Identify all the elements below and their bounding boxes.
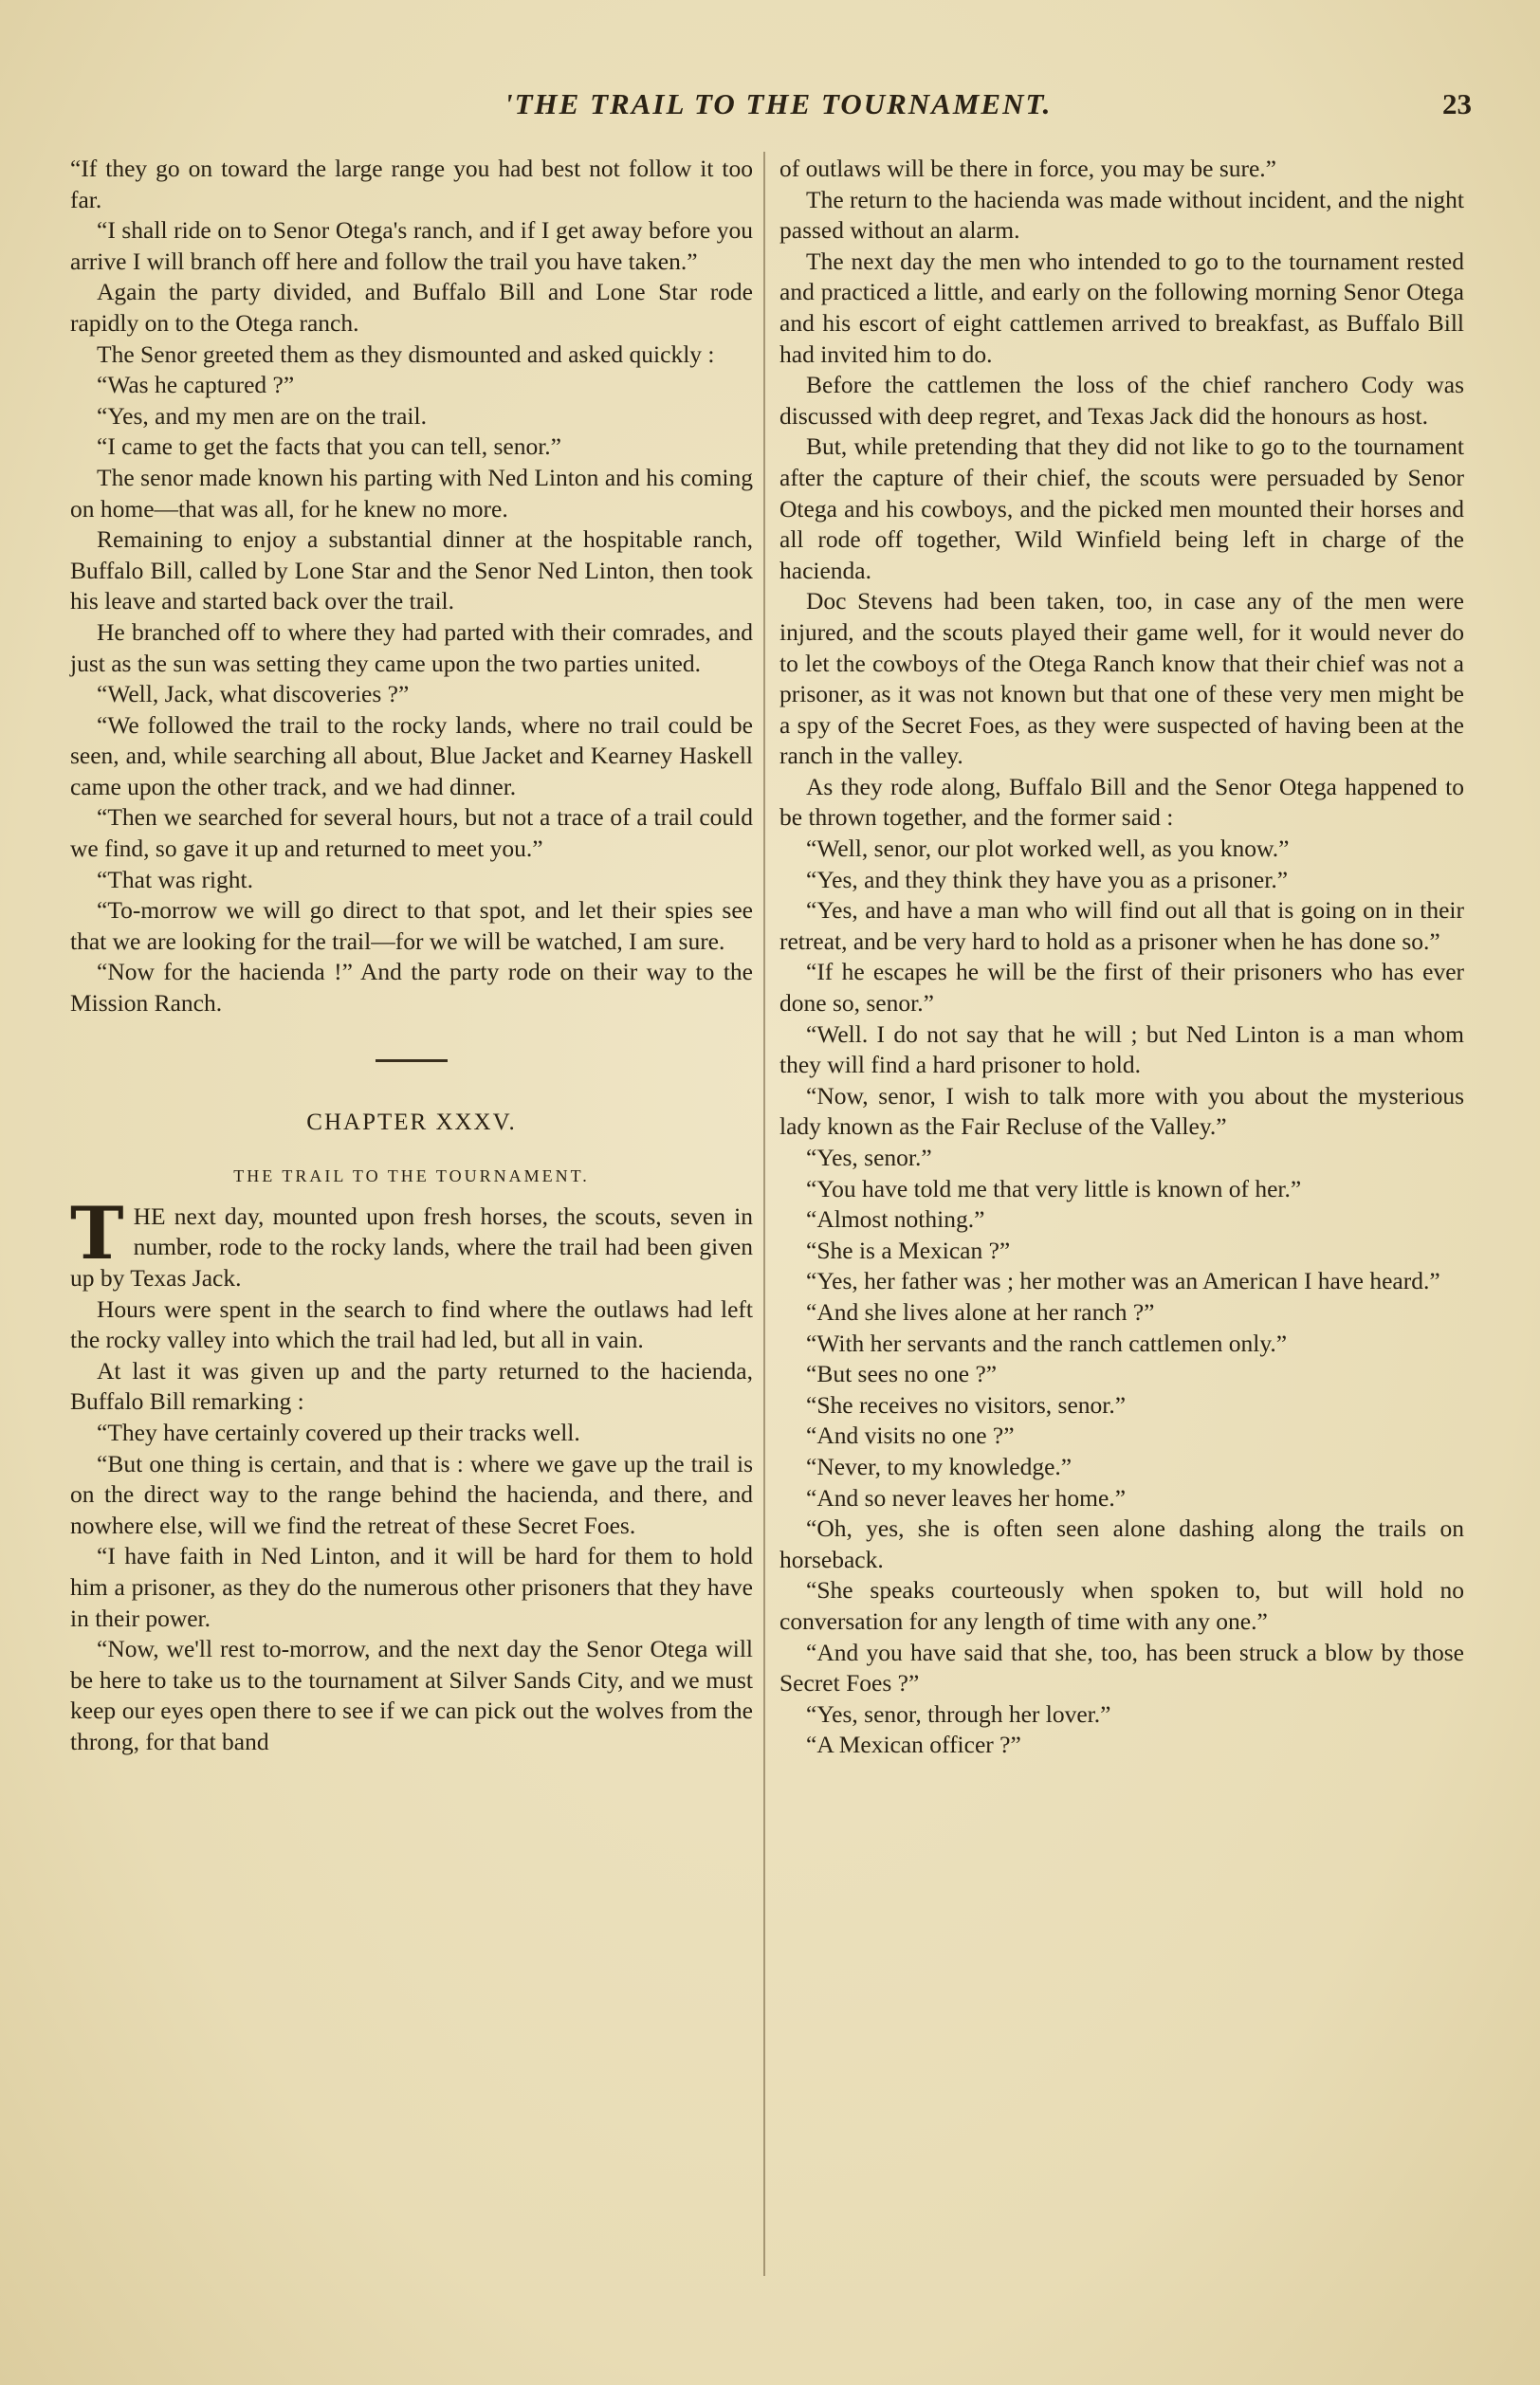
paragraph: Doc Stevens had been taken, too, in case any of the men were injured, and the scouts played their game well, for it would never do to let the cowboys of the Otega Ranch know that their chief was not a prisoner, as it was not known but that one of these very men might be a spy of the Secret Foes, as they were suspected of having been at the ranch in the valley. [779, 587, 1464, 770]
paragraph: “Yes, and have a man who will find out all that is going on in their retreat, and be very hard to hold as a prisoner when he has done so.” [779, 896, 1464, 955]
paragraph: “She speaks courteously when spoken to, but will hold no conversation for any length of time with any one.” [779, 1576, 1464, 1635]
paragraph: “And visits no one ?” [806, 1422, 1015, 1450]
paragraph: Before the cattlemen the loss of the chief ranchero Cody was discussed with deep regret, and Texas Jack did the honours as host. [779, 371, 1464, 430]
paragraph: The senor made known his parting with Ned Linton and his coming on home—that was all, for he knew no more. [70, 463, 753, 523]
paragraph: “But one thing is certain, and that is : where we gave up the trail is on the direct way to the range behind the hacienda, and there, and nowhere else, will we find the retreat of these Secret Foes. [70, 1449, 753, 1539]
paragraph: “And so never leaves her home.” [806, 1483, 1127, 1512]
chapter-first-paragraph [70, 1190, 753, 1294]
paragraph: “That was right. [97, 865, 253, 893]
paragraph: “Never, to my knowledge.” [806, 1452, 1072, 1480]
paragraph: He branched off to where they had parted with their comrades, and just as the sun was setting they came upon the two parties united. [70, 617, 753, 677]
paragraph: “And you have said that she, too, has been struck a blow by those Secret Foes ?” [779, 1638, 1464, 1697]
chapter-heading: CHAPTER XXXV. [306, 1109, 517, 1135]
paragraph: “A Mexican officer ?” [806, 1731, 1021, 1759]
paragraph: “She is a Mexican ?” [806, 1236, 1011, 1264]
paragraph: “Now for the hacienda !” And the party rode on their way to the Mission Ranch. [70, 958, 753, 1018]
paragraph: “If he escapes he will be the first of their prisoners who has ever done so, senor.” [779, 958, 1464, 1018]
paragraph: “And she lives alone at her ranch ?” [806, 1297, 1155, 1326]
paragraph: “Now, senor, I wish to talk more with you about the mysterious lady known as the Fair Recluse of the Valley.” [779, 1081, 1464, 1141]
left-column [70, 154, 753, 1758]
running-title: 'THE TRAIL TO THE TOURNAMENT. [504, 87, 1053, 120]
paragraph: “But sees no one ?” [806, 1360, 998, 1388]
paragraph: But, while pretending that they did not like to go to the tournament after the capture of their chief, the scouts were persuaded by Senor Otega and his cowboys, and the picked men mounted their horses and all rode off together, Wild Winfield being left in charge of the hacienda. [779, 432, 1464, 584]
paragraph: Again the party divided, and Buffalo Bill and Lone Star rode rapidly on to the Otega ranch. [70, 278, 753, 337]
paragraph: “Oh, yes, she is often seen alone dashing along the trails on horseback. [779, 1514, 1464, 1573]
section-rule [376, 1059, 448, 1062]
right-column [779, 154, 1464, 1761]
paragraph: “Now, we'll rest to-morrow, and the next day the Senor Otega will be here to take us to the tournament at Silver Sands City, and we must keep our eyes open there to see if we can pick out the wolves from the throng, for that band [70, 1635, 753, 1755]
paragraph: “Yes, and they think they have you as a prisoner.” [806, 865, 1289, 893]
paragraph: Remaining to enjoy a substantial dinner at the hospitable ranch, Buffalo Bill, called by Lone Star and the Senor Ned Linton, then took his leave and started back over the trail. [70, 525, 753, 615]
page-number: 23 [1442, 87, 1472, 120]
paragraph: “Almost nothing.” [806, 1205, 985, 1234]
paragraph: The next day the men who intended to go to the tournament rested and practiced a little, and early on the following morning Senor Otega and his escort of eight cattlemen arrived to breakfast, as Buffalo Bill had invited him to do. [779, 247, 1464, 368]
first-paragraph-text: HE next day, mounted upon fresh horses, the scouts, seven in number, rode to the rocky lands, where the trail had been given up by Texas Jack. [70, 1202, 753, 1292]
paragraph: “With her servants and the ranch cattlemen only.” [806, 1329, 1288, 1357]
right-paragraphs [779, 154, 1464, 1761]
paragraph: The return to the hacienda was made without incident, and the night passed without an alarm. [779, 185, 1464, 245]
paragraph: “Yes, and my men are on the trail. [97, 401, 427, 430]
drop-cap: T [70, 1190, 124, 1275]
paragraph: “Yes, senor.” [806, 1144, 932, 1171]
paragraph: “Yes, senor, through her lover.” [806, 1699, 1111, 1728]
paragraph: of outlaws will be there in force, you may be sure.” [779, 155, 1276, 182]
paragraph: “Well, Jack, what discoveries ?” [97, 680, 410, 708]
running-header [68, 87, 1472, 125]
paragraph: “I came to get the facts that you can tell, senor.” [97, 432, 561, 461]
chapter-subtitle: THE TRAIL TO THE TOURNAMENT. [233, 1166, 590, 1186]
paragraph: “Yes, her father was ; her mother was an American I have heard.” [806, 1267, 1440, 1295]
paragraph: “Then we searched for several hours, but not a trace of a trail could we find, so gave it up and returned to meet you.” [70, 803, 753, 863]
paragraph: “If they go on toward the large range you had best not follow it too far. [70, 155, 753, 213]
paragraph: “She receives no visitors, senor.” [806, 1390, 1127, 1419]
left-paragraphs-before-chapter [70, 154, 753, 1019]
paragraph: “We followed the trail to the rocky lands, where no trail could be seen, and, while searching all about, Blue Jacket and Kearney Haskell came upon the other track, and we had dinner. [70, 710, 753, 800]
column-divider [763, 152, 765, 2276]
paragraph: The Senor greeted them as they dismounted and asked quickly : [97, 339, 715, 368]
paragraph: “They have certainly covered up their tracks well. [97, 1418, 580, 1446]
paragraph: Hours were spent in the search to find where the outlaws had left the rocky valley into which the trail had led, but all in vain. [70, 1294, 753, 1354]
paragraph: As they rode along, Buffalo Bill and the Senor Otega happened to be thrown together, and the former said : [779, 772, 1464, 832]
paragraph: “I shall ride on to Senor Otega's ranch, and if I get away before you arrive I will branch off here and follow the trail you have taken.” [70, 216, 753, 275]
left-paragraphs-after-chapter [70, 1294, 753, 1758]
paragraph: “Was he captured ?” [97, 371, 295, 399]
paragraph: “To-morrow we will go direct to that spot, and let their spies see that we are looking for the trail—for we will be watched, I am sure. [70, 896, 753, 955]
paragraph: “You have told me that very little is known of her.” [806, 1174, 1302, 1202]
paragraph: “Well, senor, our plot worked well, as you know.” [806, 835, 1290, 863]
paragraph: At last it was given up and the party returned to the hacienda, Buffalo Bill remarking : [70, 1356, 753, 1416]
paragraph: “Well. I do not say that he will ; but Ned Linton is a man whom they will find a hard prisoner to hold. [779, 1019, 1464, 1079]
paragraph: “I have faith in Ned Linton, and it will be hard for them to hold him a prisoner, as they do the numerous other prisoners that they have in their power. [70, 1542, 753, 1632]
